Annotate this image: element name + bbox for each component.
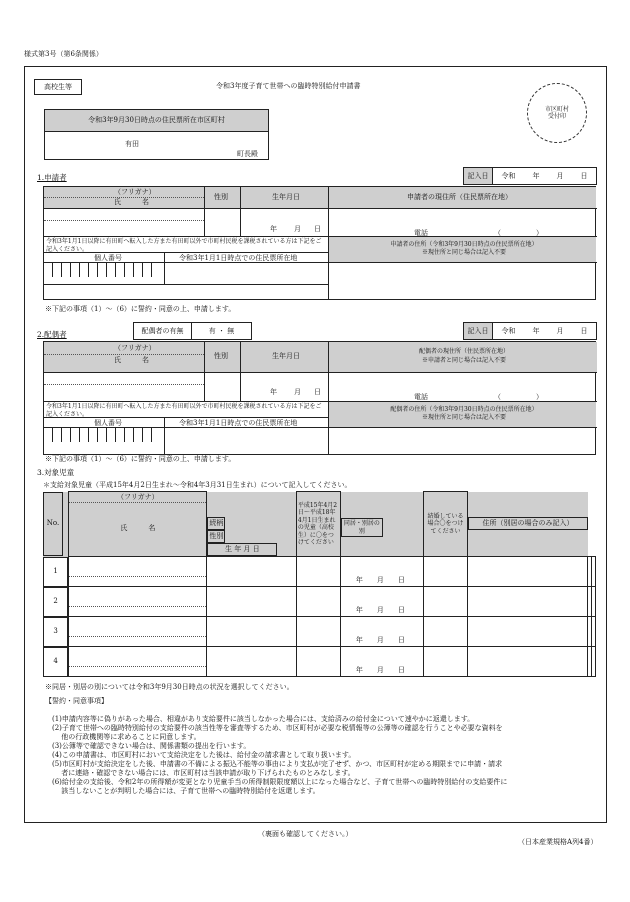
applicant-id-cells[interactable]	[44, 263, 152, 277]
children-note: ＊支給対象児童（平成15年4月2日生まれ～令和4年3月31日生まれ）について記入してください。	[43, 481, 352, 489]
residence-label: 令和3年9月30日時点の住民票所在市区町村	[45, 110, 268, 132]
pledge-list: (1)申請内容等に偽りがあった場合、相違があり支給要件に該当しなかった場合には、支給済みの給付金について速やかに返還します。 (2)子育て世帯への臨時特別給付の支給要件の該当性等を審査等するため、市区町村が必要な税情報等の公簿等の確認を行うことや必要な資料を 他の行政機関等に求めることに同意します。 (3)公簿等で確認できない場合は、関係書類の提出を行います。 (4)この申請書は、市区町村において支給決定をした後は、給付金の請求書として取り扱います。 (5)市区町村が支給決定をした後、申請書の不備による振込不能等の事由により支払が完了せず、かつ、市区町村が定める期限までに申請・請求 者に連絡・確認できない場合には、市区町村は当該申請が取り下げられたものとみなします。 (6)給付金の支給後、令和2年の所得額が変更となり児童手当の所得制限限度額以上になった場合など、子育て世帯への臨時特別給付の支給要件に 該当しないことが判明した場合には、子育て世帯への臨時特別給付を返還します。	[52, 715, 508, 795]
pledge-heading: 【誓約・同意事項】	[45, 697, 108, 705]
form-title: 令和3年度子育て世帯への臨時特別給付申請書	[216, 82, 361, 90]
paper-size: （日本産業規格A列4番）	[518, 838, 598, 846]
residence-box	[44, 109, 269, 160]
applicant-entry-date[interactable]: 記入日 令和 年 月 日	[463, 167, 597, 185]
applicant-table: （フリガナ） 氏 名 性別 生年月日 申請者の現住所（住民票所在地） 年 月 日 電話 （ ） 令和3年1月1日以降に有田町へ転入した方また有田町以外で市町村民税を課税されている方は下記をご記入ください。 申請者の住所（令和3年9月30日時点の住民票所在地） ※現住所と同じ場合は記入不要 個人番号 令和3年1月1日時点での住民票所在地	[43, 186, 596, 300]
spouse-table: （フリガナ） 氏 名 性別 生年月日 配偶者の現住所（住民票所在地） ※申請者と同じ場合は記入不要 年 月 日 電話 （ ） 令和3年1月1日以降に有田町へ転入した方また有田町以外で市町村民税を課税されている方は下記をご記入ください。 配偶者の住所（令和3年9月30日時点の住民票所在地） ※現住所と同じ場合は記入不要 個人番号 令和3年1月1日時点での住民票所在地	[43, 341, 596, 455]
form-id: 様式第3号（第6条関係）	[24, 50, 103, 58]
spouse-heading: 2.配偶者	[37, 330, 67, 339]
spouse-presence[interactable]: 配偶者の有無 有 ・ 無	[133, 322, 252, 340]
children-footnote: ※同居・別居の別については令和3年9月30日時点の状況を選択してください。	[45, 683, 294, 691]
child-row-2: 2	[43, 587, 68, 617]
spouse-pledge: ※下記の事項（1）～（6）に誓約・同意の上、申請します。	[45, 455, 236, 463]
mayor-label: 町長殿	[237, 150, 258, 158]
applicant-pledge: ※下記の事項（1）～（6）に誓約・同意の上、申請します。	[45, 305, 236, 313]
spouse-id-cells[interactable]	[44, 428, 152, 442]
child-row-1: 1	[43, 557, 68, 587]
child-row-4: 4	[43, 647, 68, 677]
applicant-heading: 1.申請者	[37, 173, 67, 182]
town-name: 有田	[125, 140, 139, 148]
back-note: （裏面も確認してください。）	[258, 830, 353, 838]
child-row-3: 3	[43, 617, 68, 647]
reception-stamp: 市区町村 受付印	[527, 83, 587, 143]
children-table: No. （フリガナ） 氏 名 続柄 性別 生 年 月 日 平成15年4月2日～平成18年4月1日生まれの児童（高校生）に〇をつけてください 同居・別居の別 結婚している場合〇をつけてください 住所（別居の場合のみ記入） 1 年 月 日 2 年 月 日 3 年 月 日 4 年 月 日	[43, 491, 596, 677]
tag-box: 高校生等	[34, 79, 82, 95]
spouse-entry-date[interactable]: 記入日 令和 年 月 日	[463, 322, 597, 340]
children-heading: 3.対象児童	[37, 468, 75, 477]
